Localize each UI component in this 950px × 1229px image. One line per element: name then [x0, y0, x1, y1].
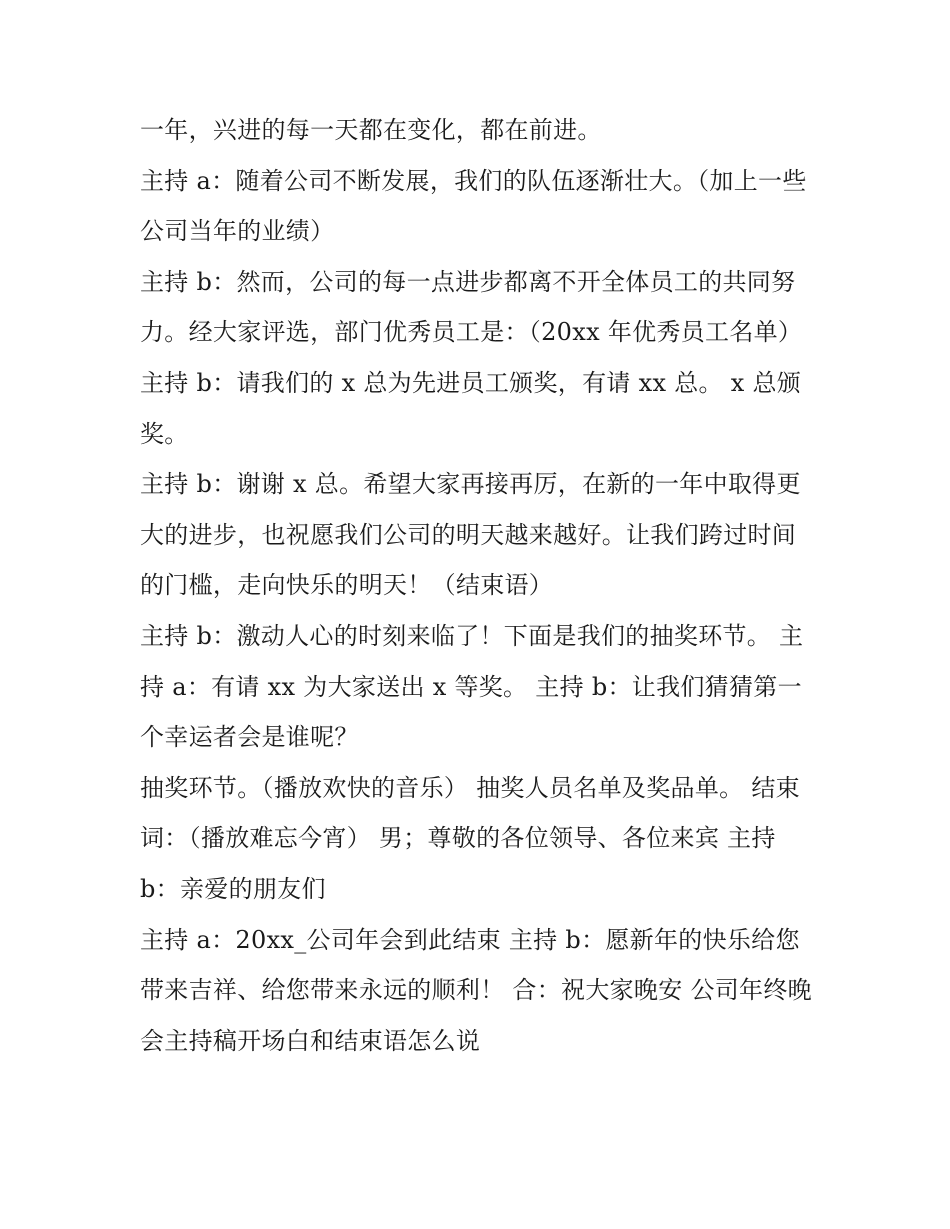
paragraph-2: 主持 a：随着公司不断发展，我们的队伍逐渐壮大。（加上一些公司当年的业绩） — [140, 166, 807, 246]
paragraph-6: 主持 b：激动人心的时刻来临了！下面是我们的抽奖环节。 主持 a：有请 xx 为大家送出 x 等奖。 主持 b：让我们猜猜第一个幸运者会是谁呢？ — [140, 621, 804, 752]
paragraph-3: 主持 b：然而，公司的每一点进步都离不开全体员工的共同努力。经大家评选，部门优秀员工是：（20xx 年优秀员工名单） — [140, 267, 803, 347]
document-body — [140, 105, 815, 1066]
paragraph-8: 主持 a：20xx_公司年会到此结束 主持 b：愿新年的快乐给您带来吉祥、给您带来永远的顺利！ 合：祝大家晚安 公司年终晚会主持稿开场白和结束语怎么说 — [140, 925, 812, 1055]
paragraph-1: 一年，兴进的每一天都在变化，都在前进。 — [140, 116, 602, 144]
paragraph-7: 抽奖环节。（播放欢快的音乐） 抽奖人员名单及奖品单。 结束词：（播放难忘今宵） 男；尊敬的各位领导、各位来宾 主持 b：亲爱的朋友们 — [140, 773, 800, 903]
paragraph-4: 主持 b：请我们的 x 总为先进员工颁奖，有请 xx 总。 x 总颁奖。 — [140, 368, 802, 448]
paragraph-5: 主持 b：谢谢 x 总。希望大家再接再厉，在新的一年中取得更大的进步，也祝愿我们公司的明天越来越好。让我们跨过时间的门槛，走向快乐的明天！（结束语） — [140, 470, 801, 600]
